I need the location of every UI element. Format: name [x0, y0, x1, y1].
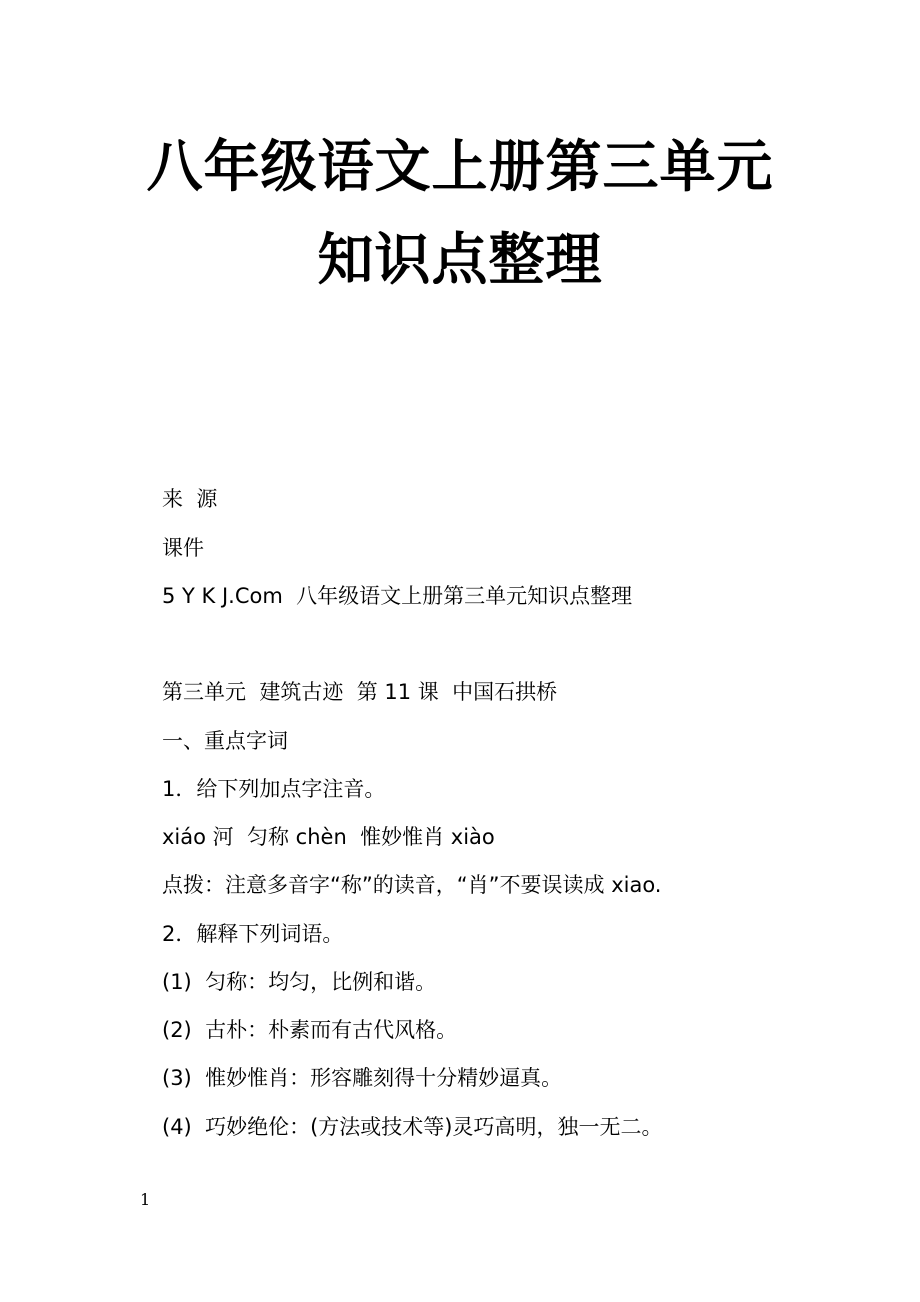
- section-heading: 一、重点字词: [162, 729, 288, 753]
- definition-item: (1) 匀称：均匀，比例和谐。: [162, 970, 437, 994]
- question-2: 2．解释下列词语。: [162, 922, 344, 946]
- source-value: 课件: [162, 536, 204, 560]
- definition-item: (3) 惟妙惟肖：形容雕刻得十分精妙逼真。: [162, 1066, 563, 1090]
- pinyin-line: xiáo 河 匀称 chèn 惟妙惟肖 xiào: [162, 825, 495, 849]
- question-1: 1．给下列加点字注音。: [162, 777, 386, 801]
- definition-item: (4) 巧妙绝伦：(方法或技术等)灵巧高明，独一无二。: [162, 1115, 663, 1139]
- definition-item: (2) 古朴：朴素而有古代风格。: [162, 1018, 458, 1042]
- hint-line: 点拨：注意多音字“称”的读音，“肖”不要误读成 xiao.: [162, 873, 662, 897]
- source-label: 来 源: [162, 487, 218, 511]
- page-number: 1: [140, 1190, 151, 1209]
- source-site-line: 5 Y K J.Com 八年级语文上册第三单元知识点整理: [162, 584, 633, 608]
- document-title-line-1: 八年级语文上册第三单元: [146, 135, 774, 200]
- document-title-line-2: 知识点整理: [317, 228, 603, 293]
- unit-heading: 第三单元 建筑古迹 第 11 课 中国石拱桥: [162, 680, 558, 704]
